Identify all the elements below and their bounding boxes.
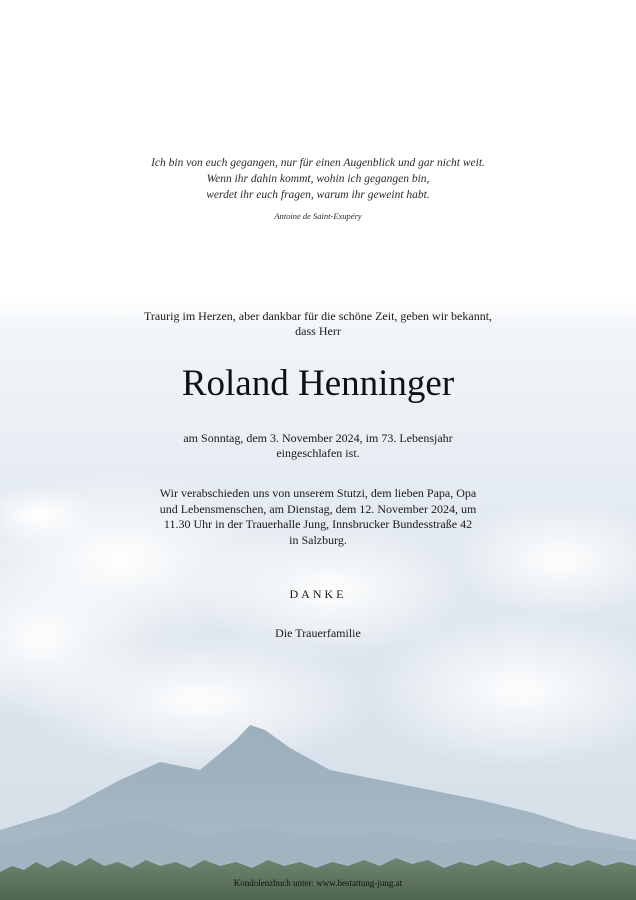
death-info-line: am Sonntag, dem 3. November 2024, im 73. Lebensjahr — [183, 431, 453, 445]
death-info-line: eingeschlafen ist. — [276, 446, 360, 460]
intro-line: Traurig im Herzen, aber dankbar für die schöne Zeit, geben wir bekannt, — [143, 309, 493, 323]
farewell-line: und Lebensmenschen, am Dienstag, dem 12. November 2024, um — [159, 501, 477, 516]
quote-line: Wenn ihr dahin kommt, wohin ich gegangen bin, — [206, 173, 430, 185]
farewell-line: in Salzburg. — [289, 532, 347, 547]
thanks-heading: DANKE — [289, 587, 347, 601]
announcement-intro — [118, 309, 518, 339]
farewell-line: Wir verabschieden uns von unserem Stutzi, dem lieben Papa, Opa — [159, 486, 477, 500]
quote-author: Antoine de Saint-Exupéry — [274, 211, 362, 221]
quote — [0, 155, 636, 224]
farewell-details — [118, 486, 518, 548]
death-info — [118, 431, 518, 461]
farewell-line: 11.30 Uhr in der Trauerhalle Jung, Innsbrucker Bundesstraße 42 — [163, 517, 473, 531]
quote-line: werdet ihr euch fragen, warum ihr geweint habt. — [206, 189, 430, 201]
quote-line: Ich bin von euch gegangen, nur für einen Augenblick und gar nicht weit. — [151, 157, 485, 169]
intro-line: dass Herr — [295, 324, 341, 338]
family-signature: Die Trauerfamilie — [275, 626, 361, 640]
condolence-footer: Kondolenzbuch unter: www.bestattung-jung.at — [233, 878, 403, 888]
deceased-name: Roland Henninger — [181, 363, 455, 404]
